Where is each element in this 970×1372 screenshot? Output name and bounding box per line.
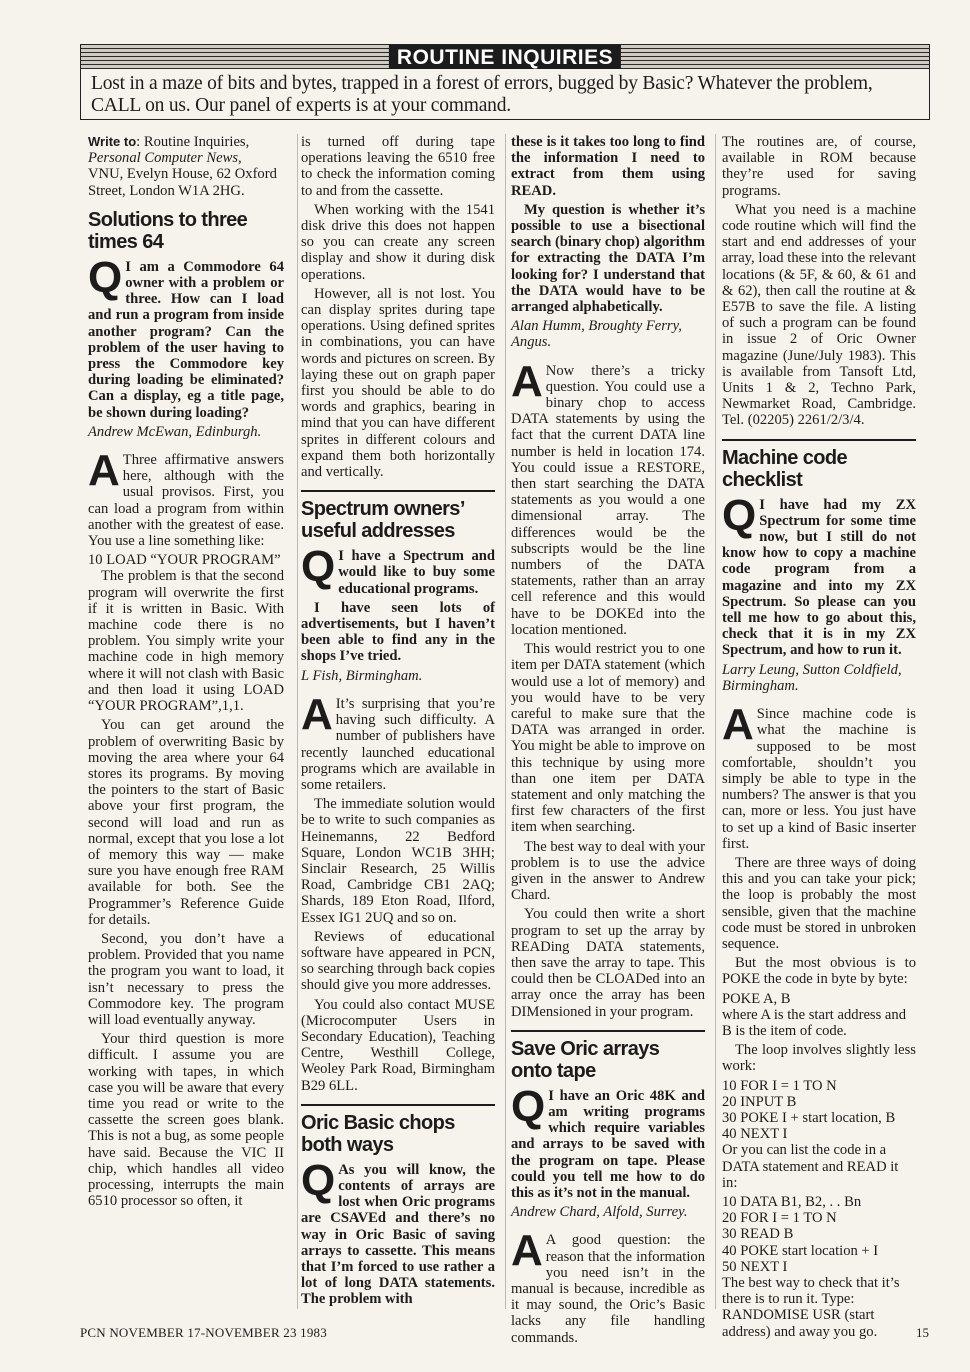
paragraph: The problem is that the second program will overwrite the first if it is written in Basic. With machine code there is no problem. You simply write your machine code in high memory where it will not clash with Basic and then load it using LOAD “YOUR PROGRAM”,1,1. — [88, 568, 284, 715]
page-number: 15 — [916, 1325, 929, 1340]
paragraph: What you need is a machine code routine which will find the start and end addresses of your array, load these into the relevant locations (& 5F, & 60, & 61 and & 62), then call the routine at & E57B to save the file. A listing of such a program can be found in issue 2 of Oric Owner magazine (June/July 1983). This is available from Tansoft Ltd, Units 1 & 2, Techno Park, Newmarket Road, Cambridge. Tel. (02205) 2261/2/3/4. — [722, 201, 916, 429]
paragraph: The best way to check that it’s there is to run it. Type: RANDOMISE USR (start address) and away you go. — [722, 1275, 900, 1340]
question-text: these is it takes too long to find the information I need to extract from them using READ. — [511, 134, 705, 199]
column-rule — [715, 134, 716, 1309]
write-to-text: : Routine Inquiries, — [136, 134, 250, 150]
paragraph: There are three ways of doing this and you can take your pick; the loop is probably the most sensible, given that the machine code must be stored in unbroken sequence. — [722, 854, 916, 952]
write-to — [88, 134, 284, 199]
drop-cap-q: Q — [88, 252, 123, 302]
drop-cap-q: Q — [301, 542, 336, 592]
paragraph: Second, you don’t have a problem. Provided that you name the program you want to load, it isn’t necessary to press the Commodore key. The program will load eventually anyway. — [88, 930, 284, 1028]
column-3 — [511, 134, 705, 1349]
answer-text: Since machine code is what the machine is supposed to be most comfortable, shouldn’t you simply be able to type in the numbers? The answer is that you can, more or less. You just have to set up a kind of Basic inserter first. — [722, 706, 916, 852]
paragraph: Or you can list the code in a DATA statement and READ it in: — [722, 1142, 899, 1191]
code-line: 10 LOAD “YOUR PROGRAM” — [88, 552, 281, 569]
heading-oric-basic: Oric Basic chops both ways — [301, 1104, 495, 1156]
code-line: 40 POKE start location + I — [722, 1242, 879, 1259]
code-line: 10 DATA B1, B2, . . Bn — [722, 1193, 862, 1210]
question-text: My question is whether it’s possible to use a bisectional search (binary chop) algorithm for extracting the DATA I’m looking for? I understand that the DATA would have to be arranged alphabetically. — [511, 201, 705, 316]
intro-text: Lost in a maze of bits and bytes, trapped in a forest of errors, bugged by Basic? Whatever the problem, CALL on us. Our panel of experts is at your command. — [91, 73, 873, 116]
column-1 — [88, 134, 284, 1212]
column-rule — [505, 134, 506, 1309]
code-line: 20 FOR I = 1 TO N — [722, 1210, 837, 1227]
question-text: I have an Oric 48K and am writing programs which require variables and arrays to be saved with the program on tape. Please could you tell me how to do this as it’s not in the manual. — [511, 1087, 705, 1201]
answer-text: Now there’s a tricky question. You could use a binary chop to access DATA statements by using the fact that the current DATA line number is held in location 174. You could issue a RESTORE, then start searching the DATA statements as you would a one dimensional array. The differences would be the subscripts would be the line numbers of the DATA statements, rather than an array cell reference and this would have to be DOKEd into the location mentioned. — [511, 362, 705, 638]
question-text: I have had my ZX Spectrum for some time now, but I still do not know how to copy a machine code program from a magazine and into my ZX Spectrum. So please can you tell me how to go about this, check that it is in my ZX Spectrum, and how to run it. — [722, 496, 916, 659]
paragraph: The routines are, of course, available in ROM because they’re used for saving programs. — [722, 134, 916, 199]
code-line: 40 NEXT I — [722, 1126, 788, 1143]
paragraph: The loop involves slightly less work: — [722, 1042, 916, 1075]
write-to-publication: Personal Computer News, — [88, 150, 242, 167]
answer-text: A good question: the reason that the information you need isn’t in the manual is because, incredible as it may sound, the Oric’s Basic lacks any file handling commands. — [511, 1232, 705, 1346]
section-title: ROUTINE INQUIRIES — [389, 45, 621, 69]
header-box — [80, 44, 930, 120]
drop-cap-a: A — [722, 700, 754, 750]
code-line: 20 INPUT B — [722, 1093, 797, 1110]
heading-solutions: Solutions to three times 64 — [88, 208, 248, 253]
heading-save-oric: Save Oric arrays onto tape — [511, 1030, 705, 1082]
code-line: POKE A, B — [722, 990, 791, 1007]
paragraph: Your third question is more difficult. I assume you are working with tapes, in which case you will be aware that every time you read or write to the cassette the screen goes blank. This is not a bug, as some people have said. Because the VIC II chip, which handles all video processing, interrupts the main 6510 processor so often, it — [88, 1031, 284, 1210]
drop-cap-a: A — [511, 1226, 543, 1276]
drop-cap-q: Q — [511, 1081, 546, 1131]
code-line: 30 POKE I + start location, B — [722, 1109, 896, 1126]
question-text: I am a Commodore 64 owner with a problem or three. How can I load and run a program from inside another program? Can the problem of the user having to press the Commodore key during loading be eliminated? Can a display, eg a title page, be shown during loading? — [88, 258, 284, 421]
drop-cap-a: A — [301, 689, 333, 739]
paragraph: When working with the 1541 disk drive this does not happen so you can create any screen display and show it during disk operations. — [301, 201, 495, 283]
signature: Andrew Chard, Alfold, Surrey. — [511, 1204, 688, 1221]
code-line: 30 READ B — [722, 1226, 794, 1243]
drop-cap-a: A — [88, 446, 120, 496]
paragraph: Reviews of educational software have appeared in PCN, so searching through back copies should give you more addresses. — [301, 928, 495, 994]
drop-cap-q: Q — [722, 490, 757, 540]
paragraph: The immediate solution would be to write to such companies as Heinemanns, 22 Bedford Square, London WC1B 3HH; Sinclair Research, 25 Willis Road, Cambridge CB1 2AQ; Shards, 189 Eton Road, Ilford, Essex IG1 2UQ and so on. — [301, 796, 495, 926]
paragraph: But the most obvious is to POKE the code in byte by byte: — [722, 955, 916, 988]
column-4 — [722, 134, 916, 1343]
write-to-label: Write to — [88, 134, 137, 149]
drop-cap-a: A — [511, 356, 543, 406]
paragraph: This would restrict you to one item per DATA statement (which would use a lot of memory) and you would have to be very careful to make sure that the DATA was arranged in order. You might be able to improve on this technique by using more than one item per DATA statement and only matching the first few characters of the first item when searching. — [511, 641, 705, 836]
paragraph: However, all is not lost. You can display sprites during tape operations. Using defined sprites in combinations, you can have words and pictures on screen. By laying these out on graph paper first you should be able to do words and graphics, bearing in mind that you can have different sprites in different colours and expand them both horizontally and vertically. — [301, 285, 495, 481]
title-banner — [81, 45, 929, 69]
answer-text: Three affirmative answers here, although with the usual provisos. First, you can load a program from within another with the greatest of ease. You use a line something like: — [88, 452, 284, 550]
question-text: As you will know, the contents of arrays are lost when Oric programs are CSAVEd and there’s no way in Oric Basic of saving arrays to cassette. This means that I’m forced to use rather a lot of long DATA statements. The problem with — [301, 1161, 495, 1308]
code-line: 10 FOR I = 1 TO N — [722, 1077, 837, 1094]
paragraph: You could also contact MUSE (Microcomputer Users in Secondary Education), Teaching Centre, Westhill College, Weoley Park Road, Birmingham B29 6LL. — [301, 996, 495, 1094]
paragraph: The best way to deal with your problem is to use the advice given in the answer to Andrew Chard. — [511, 838, 705, 904]
question-text: I have a Spectrum and would like to buy some educational programs. — [338, 548, 495, 597]
question-text: I have seen lots of advertisements, but I haven’t been able to find any in the shops I’ve tried. — [301, 599, 495, 665]
column-rule — [297, 134, 298, 1309]
footer-issue: PCN NOVEMBER 17-NOVEMBER 23 1983 — [80, 1325, 327, 1340]
paragraph: You can get around the problem of overwriting Basic by moving the area where your 64 stores its programs. By moving the pointers to the start of Basic above your first program, the second will load and run as normal, except that you lose a lot of memory this way — make sure you have enough free RAM available for both. See the Programmer’s Reference Guide for details. — [88, 717, 284, 928]
column-2 — [301, 134, 495, 1311]
heading-machine-code: Machine code checklist — [722, 439, 916, 491]
write-to-address: VNU, Evelyn House, 62 Oxford Street, London W1A 2HG. — [88, 166, 277, 199]
signature: Larry Leung, Sutton Coldfield, Birmingham. — [722, 661, 902, 694]
answer-text: It’s surprising that you’re having such difficulty. A number of publishers have recently launched educational programs which are available in some retailers. — [301, 695, 495, 793]
signature: L Fish, Birmingham. — [301, 667, 423, 684]
heading-spectrum-addresses: Spectrum owners’ useful addresses — [301, 490, 495, 542]
code-line: 50 NEXT I — [722, 1258, 788, 1275]
signature: Alan Humm, Broughty Ferry, Angus. — [511, 318, 682, 351]
paragraph: where A is the start address and B is the item of code. — [722, 1006, 906, 1039]
signature: Andrew McEwan, Edinburgh. — [88, 423, 262, 440]
paragraph: You could then write a short program to set up the array by READing DATA statements, then save the array to tape. This could then be CLOADed into an array once the array has been DIMensioned in your program. — [511, 906, 705, 1020]
drop-cap-q: Q — [301, 1155, 336, 1205]
paragraph: is turned off during tape operations leaving the 6510 free to check the information coming to and from the cassette. — [301, 134, 495, 199]
